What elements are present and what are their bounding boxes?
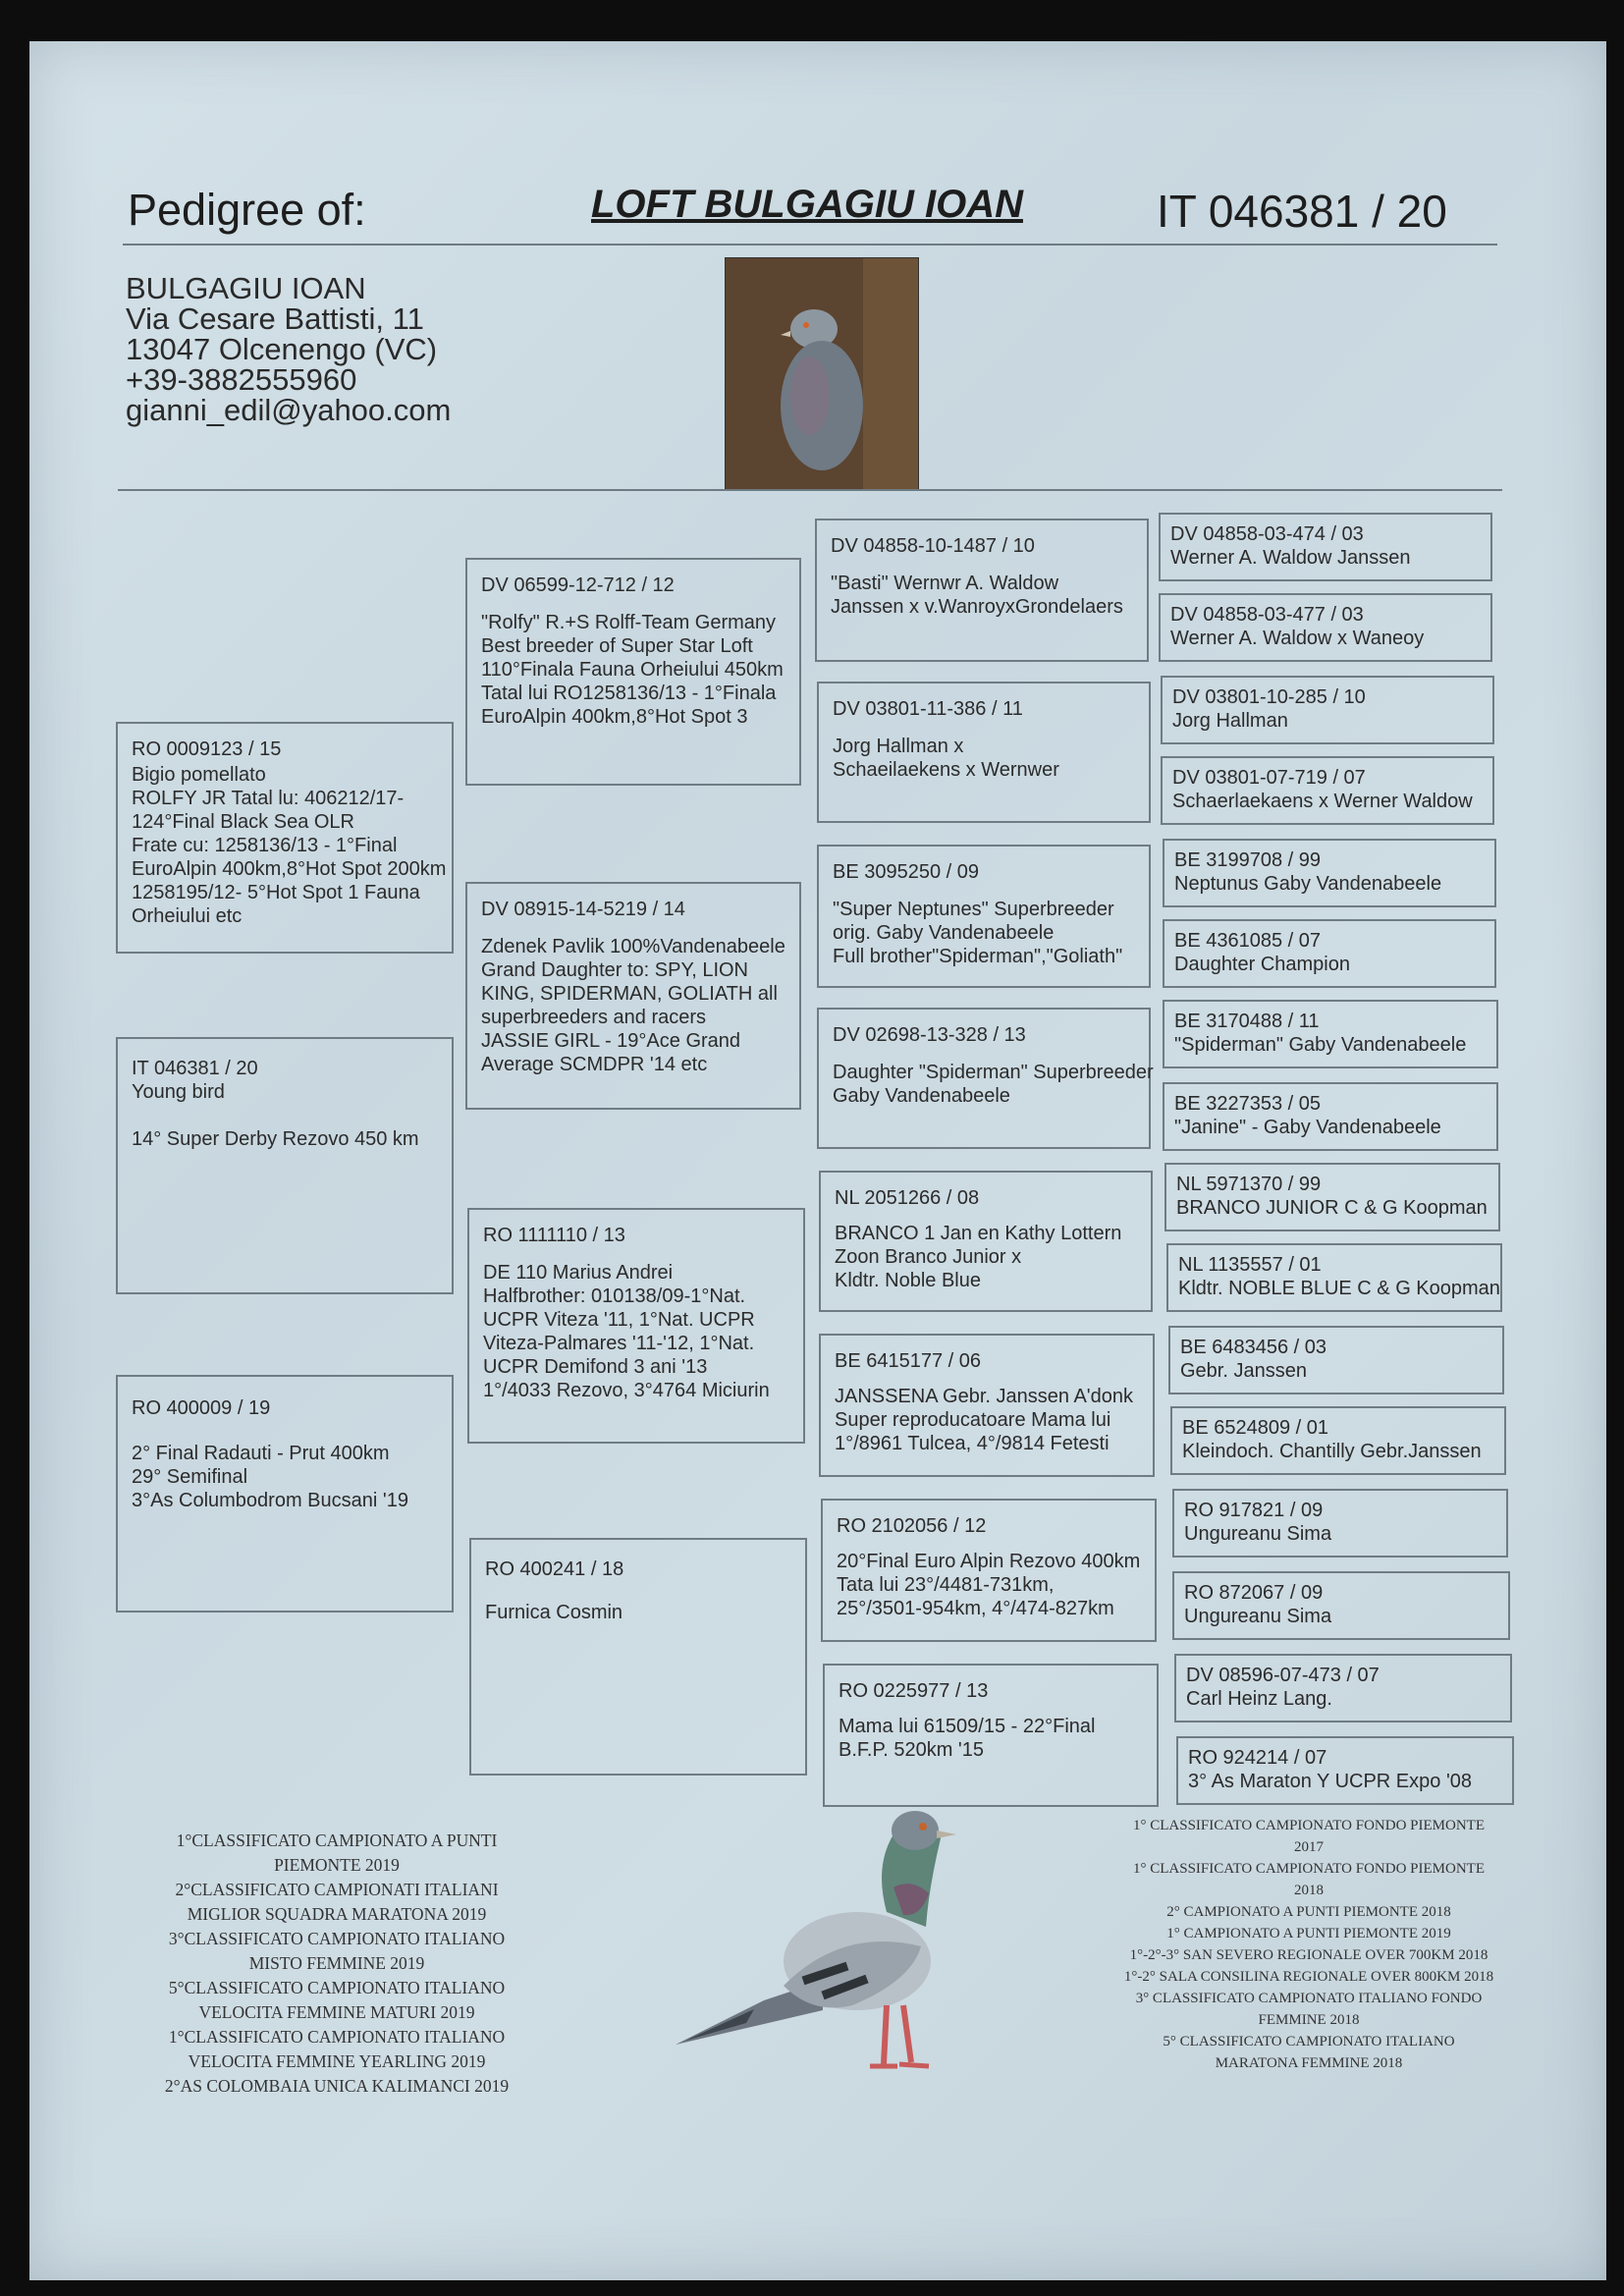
grandparent-line: Furnica Cosmin [485,1602,623,1623]
award-line: 2°CLASSIFICATO CAMPIONATI ITALIANI [175,1880,499,1899]
ancestor-ring: BE 4361085 / 07 [1174,930,1322,952]
ancestor-box [1172,1571,1510,1640]
ancestor-ring: DV 04858-03-474 / 03 [1170,523,1364,545]
grandparent-line: Zdenek Pavlik 100%Vandenabeele [481,936,785,957]
ancestor-box [1161,756,1494,825]
grandparent-line: Viteza-Palmares '11-'12, 1°Nat. [483,1333,755,1354]
great-grandparent-ring: DV 04858-10-1487 / 10 [831,535,1035,557]
great-grandparent-box [819,1171,1153,1312]
grandparent-line: Average SCMDPR '14 etc [481,1054,708,1075]
dam-ring: RO 400009 / 19 [132,1397,271,1419]
great-grandparent-box [817,1008,1154,1149]
ancestor-ring: DV 03801-07-719 / 07 [1172,767,1366,789]
great-grandparent-line: orig. Gaby Vandenabeele [833,922,1055,944]
great-grandparent-line: Kldtr. Noble Blue [835,1270,981,1291]
loft-name: LOFT BULGAGIU IOAN [591,183,1023,226]
ancestor-line: Werner A. Waldow Janssen [1170,547,1411,569]
ancestor-ring: RO 924214 / 07 [1188,1747,1327,1769]
grandparent-box [465,882,801,1110]
sire-box [116,722,454,954]
ancestor-ring: BE 3199708 / 99 [1174,849,1322,871]
great-grandparent-line: Mama lui 61509/15 - 22°Final [839,1716,1096,1737]
ancestor-ring: DV 08596-07-473 / 07 [1186,1665,1380,1686]
great-grandparent-ring: BE 6415177 / 06 [835,1350,982,1372]
ancestor-box [1176,1736,1514,1805]
owner-email: gianni_edil@yahoo.com [126,393,452,427]
grandparent-line: Tatal lui RO1258136/13 - 1°Finala [481,683,777,704]
award-line: 2°AS COLOMBAIA UNICA KALIMANCI 2019 [164,2076,510,2096]
great-grandparent-line: 25°/3501-954km, 4°/474-827km [837,1598,1114,1619]
pigeon-photo [725,257,919,491]
award-line: 1° CAMPIONATO A PUNTI PIEMONTE 2019 [1166,1926,1451,1941]
ancestor-line: 3° As Maraton Y UCPR Expo '08 [1188,1771,1473,1792]
sire-line: ROLFY JR Tatal lu: 406212/17- [132,788,405,809]
ancestor-line: BRANCO JUNIOR C & G Koopman [1176,1197,1488,1219]
award-line: 5° CLASSIFICATO CAMPIONATO ITALIANO [1163,2034,1455,2050]
ancestor-ring: DV 04858-03-477 / 03 [1170,604,1364,626]
pigeon-photo-icon [726,258,918,490]
ancestor-box [1163,919,1496,988]
sire-line: Orheiului etc [132,905,243,927]
award-line: 1°CLASSIFICATO CAMPIONATO ITALIANO [168,2027,506,2047]
grandparent-ring: DV 08915-14-5219 / 14 [481,899,685,920]
grandparent-line: Best breeder of Super Star Loft [481,635,753,657]
great-grandparent-line: 1°/8961 Tulcea, 4°/9814 Fetesti [835,1433,1110,1454]
award-line: 1°CLASSIFICATO CAMPIONATO A PUNTI [176,1831,498,1850]
dam-line: 3°As Columbodrom Bucsani '19 [132,1490,408,1511]
sire-line: 1258195/12- 5°Hot Spot 1 Fauna [132,882,420,903]
great-grandparent-line: Jorg Hallman x [833,736,964,757]
grandparent-line: Halfbrother: 010138/09-1°Nat. [483,1285,746,1307]
ancestor-line: Jorg Hallman [1172,710,1288,732]
award-line: VELOCITA FEMMINE YEARLING 2019 [188,2051,486,2071]
great-grandparent-line: 20°Final Euro Alpin Rezovo 400km [837,1551,1141,1572]
grandparent-box [469,1538,807,1776]
great-grandparent-ring: DV 02698-13-328 / 13 [833,1024,1026,1046]
ancestor-ring: BE 6524809 / 01 [1182,1417,1329,1439]
ancestor-ring: BE 6483456 / 03 [1180,1337,1327,1358]
ancestor-box [1161,676,1494,744]
grandparent-line: UCPR Demifond 3 ani '13 [483,1356,708,1378]
ancestor-box [1163,1000,1498,1068]
grandparent-line: 110°Finala Fauna Orheiului 450km [481,659,784,681]
sire-ring: RO 0009123 / 15 [132,738,282,760]
grandparent-line: JASSIE GIRL - 19°Ace Grand [481,1030,741,1052]
subject-line: 14° Super Derby Rezovo 450 km [132,1128,419,1150]
great-grandparent-ring: BE 3095250 / 09 [833,861,980,883]
owner-phone: +39-3882555960 [126,362,357,397]
ancestor-line: "Janine" - Gaby Vandenabeele [1174,1117,1441,1138]
great-grandparent-line: Zoon Branco Junior x [835,1246,1022,1268]
owner-rule [118,489,1502,491]
award-line: MIGLIOR SQUADRA MARATONA 2019 [187,1904,487,1924]
sire-line: EuroAlpin 400km,8°Hot Spot 200km [132,858,447,880]
awards-left [106,1829,568,2099]
subject-box [116,1037,454,1294]
grandparent-line: UCPR Viteza '11, 1°Nat. UCPR [483,1309,755,1331]
great-grandparent-line: "Basti" Wernwr A. Waldow [831,573,1059,594]
ancestor-box [1166,1243,1502,1312]
header-ring-number: IT 046381 / 20 [1157,186,1447,237]
great-grandparent-ring: NL 2051266 / 08 [835,1187,980,1209]
great-grandparent-line: Janssen x v.WanroyxGrondelaers [831,596,1123,618]
subject-ring: IT 046381 / 20 [132,1058,258,1079]
owner-contact [126,273,451,425]
ancestor-box [1172,1489,1508,1558]
subject-line [132,1104,440,1127]
award-line: MISTO FEMMINE 2019 [248,1953,425,1973]
great-grandparent-line: "Super Neptunes" Superbreeder [833,899,1114,920]
great-grandparent-ring: DV 03801-11-386 / 11 [833,698,1023,720]
award-line: 2018 [1294,1883,1324,1898]
owner-name: BULGAGIU IOAN [126,271,366,305]
grandparent-box [465,558,801,786]
sire-line: 124°Final Black Sea OLR [132,811,355,833]
dam-line: 2° Final Radauti - Prut 400km [132,1443,390,1464]
pedigree-label: Pedigree of: [128,185,366,235]
ancestor-ring: NL 5971370 / 99 [1176,1174,1322,1195]
grandparent-line: 1°/4033 Rezovo, 3°4764 Miciurin [483,1380,770,1401]
header-rule [123,244,1497,246]
award-line: 1°-2° SALA CONSILINA REGIONALE OVER 800KM 2018 [1123,1969,1494,1985]
subject-line: Young bird [132,1081,225,1103]
great-grandparent-box [823,1664,1159,1807]
ancestor-ring: BE 3227353 / 05 [1174,1093,1322,1115]
great-grandparent-box [817,845,1151,988]
award-line: 3°CLASSIFICATO CAMPIONATO ITALIANO [168,1929,506,1948]
ancestor-line: Neptunus Gaby Vandenabeele [1174,873,1442,895]
award-line: 3° CLASSIFICATO CAMPIONATO ITALIANO FONDO [1135,1991,1483,2006]
ancestor-ring: NL 1135557 / 01 [1178,1254,1322,1276]
ancestor-line: "Spiderman" Gaby Vandenabeele [1174,1034,1467,1056]
grandparent-ring: RO 1111110 / 13 [483,1225,625,1246]
ancestor-line: Daughter Champion [1174,954,1350,975]
award-line: PIEMONTE 2019 [274,1855,400,1875]
ancestor-ring: BE 3170488 / 11 [1174,1011,1320,1032]
dam-line: 29° Semifinal [132,1466,248,1488]
award-line: VELOCITA FEMMINE MATURI 2019 [198,2002,475,2022]
grandparent-line: superbreeders and racers [481,1007,707,1028]
pigeon-icon [676,1799,990,2104]
award-line: 2017 [1294,1839,1324,1855]
grandparent-line: KING, SPIDERMAN, GOLIATH all [481,983,778,1005]
award-line: FEMMINE 2018 [1258,2012,1360,2028]
award-line: 5°CLASSIFICATO CAMPIONATO ITALIANO [168,1978,506,1997]
great-grandparent-ring: RO 2102056 / 12 [837,1515,987,1537]
grandparent-ring: RO 400241 / 18 [485,1558,624,1580]
award-line: 2° CAMPIONATO A PUNTI PIEMONTE 2018 [1166,1904,1451,1920]
grandparent-line: DE 110 Marius Andrei [483,1262,674,1284]
owner-street: Via Cesare Battisti, 11 [126,301,424,336]
ancestor-line: Schaerlaekaens x Werner Waldow [1172,791,1473,812]
award-line: MARATONA FEMMINE 2018 [1215,2055,1403,2071]
great-grandparent-ring: RO 0225977 / 13 [839,1680,989,1702]
sire-line: Bigio pomellato [132,764,266,786]
award-line: 1° CLASSIFICATO CAMPIONATO FONDO PIEMONTE [1133,1818,1485,1833]
great-grandparent-box [815,519,1149,662]
grandparent-line: EuroAlpin 400km,8°Hot Spot 3 [481,706,748,728]
great-grandparent-line: B.F.P. 520km '15 [839,1739,984,1761]
ancestor-ring: DV 03801-10-285 / 10 [1172,686,1366,708]
ancestor-box [1159,593,1492,662]
ancestor-box [1168,1326,1504,1394]
great-grandparent-line: BRANCO 1 Jan en Kathy Lottern [835,1223,1122,1244]
ancestor-line: Carl Heinz Lang. [1186,1688,1332,1710]
ancestor-box [1164,1163,1500,1231]
great-grandparent-line: Daughter "Spiderman" Superbreeder [833,1062,1154,1083]
grandparent-line: "Rolfy" R.+S Rolff-Team Germany [481,612,777,633]
ancestor-ring: RO 872067 / 09 [1184,1582,1324,1604]
ancestor-line: Gebr. Janssen [1180,1360,1307,1382]
ancestor-box [1170,1406,1506,1475]
great-grandparent-line: Gaby Vandenabeele [833,1085,1010,1107]
ancestor-line: Ungureanu Sima [1184,1606,1332,1627]
ancestor-line: Ungureanu Sima [1184,1523,1332,1545]
award-line: 1°-2°-3° SAN SEVERO REGIONALE OVER 700KM 2018 [1129,1947,1489,1963]
grandparent-ring: DV 06599-12-712 / 12 [481,574,675,596]
great-grandparent-line: Full brother"Spiderman","Goliath" [833,946,1123,967]
great-grandparent-line: Tata lui 23°/4481-731km, [837,1574,1055,1596]
great-grandparent-box [821,1499,1157,1642]
award-line: 1° CLASSIFICATO CAMPIONATO FONDO PIEMONTE [1133,1861,1485,1877]
great-grandparent-line: JANSSENA Gebr. Janssen A'donk [835,1386,1133,1407]
sire-line: Frate cu: 1258136/13 - 1°Final [132,835,398,856]
ancestor-line: Kldtr. NOBLE BLUE C & G Koopman [1178,1278,1500,1299]
great-grandparent-line: Schaeilaekens x Wernwer [833,759,1059,781]
ancestor-box [1174,1654,1512,1722]
great-grandparent-box [817,682,1151,823]
ancestor-box [1163,1082,1498,1151]
great-grandparent-box [819,1334,1155,1477]
grandparent-box [467,1208,805,1444]
owner-city: 13047 Olcenengo (VC) [126,332,438,366]
ancestor-line: Kleindoch. Chantilly Gebr.Janssen [1182,1441,1482,1462]
grandparent-line: Grand Daughter to: SPY, LION [481,959,749,981]
dam-box [116,1375,454,1613]
ancestor-box [1163,839,1496,907]
great-grandparent-line: Super reproducatoare Mama lui [835,1409,1111,1431]
ancestor-ring: RO 917821 / 09 [1184,1500,1324,1521]
pigeon-illustration [676,1799,990,2104]
awards-right [1068,1815,1549,2074]
ancestor-box [1159,513,1492,581]
ancestor-line: Werner A. Waldow x Waneoy [1170,628,1425,649]
